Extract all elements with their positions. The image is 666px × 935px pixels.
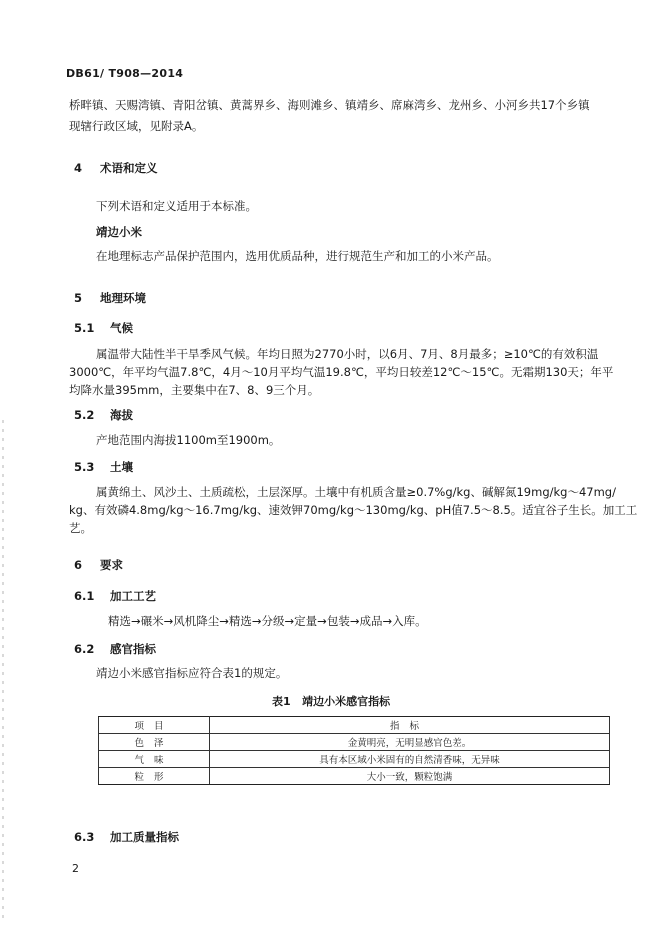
section-6-1-title: 加工工艺 [110, 589, 156, 603]
section-5-heading [74, 290, 146, 306]
row-item-cell: 气味 [99, 751, 210, 768]
section-4-number: 4 [74, 161, 83, 175]
row-value-cell: 金黄明亮，无明显感官色差。 [210, 734, 610, 751]
section-4-title: 术语和定义 [100, 161, 158, 175]
section-5-2-title: 海拔 [110, 408, 133, 422]
section-6-heading [74, 557, 123, 573]
section-6-number: 6 [74, 558, 83, 572]
sensory-index-table [98, 716, 610, 785]
section-6-3-heading [74, 829, 179, 845]
section-5-2-number: 5.2 [74, 408, 95, 422]
scan-edge-divider [2, 420, 4, 920]
soil-line-1: 属黄绵土、风沙土、土质疏松，土层深厚。土壤中有机质含量≥0.7%g/kg、碱解氮19mg/kg～47mg/ [96, 485, 616, 499]
table-1-title: 靖边小米感官指标 [302, 695, 391, 708]
climate-line-3: 均降水量395mm，主要集中在7、8、9三个月。 [69, 383, 320, 397]
intro-line-2: 现辖行政区域，见附录A。 [69, 119, 204, 133]
section-5-3-heading [74, 459, 133, 475]
section-4-heading [74, 160, 158, 176]
section-4-intro: 下列术语和定义适用于本标准。 [96, 199, 257, 213]
section-6-title: 要求 [100, 558, 123, 572]
table-1-number: 表1 [272, 695, 291, 708]
processing-flow: 精选→碾米→风机降尘→精选→分级→定量→包装→成品→入库。 [108, 614, 427, 628]
section-6-1-heading [74, 588, 156, 604]
column-header-index: 指标 [210, 717, 610, 734]
section-6-3-title: 加工质量指标 [110, 830, 179, 844]
table-header-row [99, 717, 610, 734]
climate-line-2: 3000℃，年平均气温7.8℃，4月～10月平均气温19.8℃，平均日较差12℃～15℃。无霜期130天；年平 [69, 365, 614, 379]
table-1-caption [272, 693, 390, 709]
soil-line-2: kg、有效磷4.8mg/kg～16.7mg/kg、速效钾70mg/kg～130mg/kg、pH值7.5～8.5。适宜谷子生长。加工工 [69, 503, 638, 517]
section-5-1-heading [74, 320, 133, 336]
section-6-2-title: 感官指标 [110, 642, 156, 656]
table-row [99, 751, 610, 768]
section-5-title: 地理环境 [100, 291, 146, 305]
climate-line-1: 属温带大陆性半干旱季风气候。年均日照为2770小时，以6月、7月、8月最多；≥10℃的有效积温 [96, 347, 599, 361]
section-6-2-number: 6.2 [74, 642, 95, 656]
intro-line-1: 桥畔镇、天赐湾镇、青阳岔镇、黄蒿界乡、海则滩乡、镇靖乡、席麻湾乡、龙州乡、小河乡共17个乡镇 [69, 98, 590, 112]
table-row [99, 768, 610, 785]
term-name: 靖边小米 [96, 225, 142, 239]
sensory-requirement-text: 靖边小米感官指标应符合表1的规定。 [96, 666, 288, 680]
section-6-3-number: 6.3 [74, 830, 95, 844]
row-value-cell: 大小一致，颗粒饱满 [210, 768, 610, 785]
section-5-1-title: 气候 [110, 321, 133, 335]
section-5-3-number: 5.3 [74, 460, 95, 474]
term-definition: 在地理标志产品保护范围内，选用优质品种，进行规范生产和加工的小米产品。 [96, 249, 499, 263]
standard-code-header: DB61/ T908—2014 [66, 67, 184, 80]
soil-line-3: 艺。 [69, 521, 92, 535]
section-5-1-number: 5.1 [74, 321, 95, 335]
section-6-1-number: 6.1 [74, 589, 95, 603]
section-5-number: 5 [74, 291, 83, 305]
section-5-2-heading [74, 407, 133, 423]
row-item-cell: 色泽 [99, 734, 210, 751]
altitude-text: 产地范围内海拔1100m至1900m。 [96, 433, 281, 447]
column-header-item: 项目 [99, 717, 210, 734]
section-5-3-title: 土壤 [110, 460, 133, 474]
row-item-cell: 粒形 [99, 768, 210, 785]
page-number: 2 [72, 862, 79, 875]
row-value-cell: 具有本区域小米固有的自然清香味，无异味 [210, 751, 610, 768]
section-6-2-heading [74, 641, 156, 657]
table-row [99, 734, 610, 751]
